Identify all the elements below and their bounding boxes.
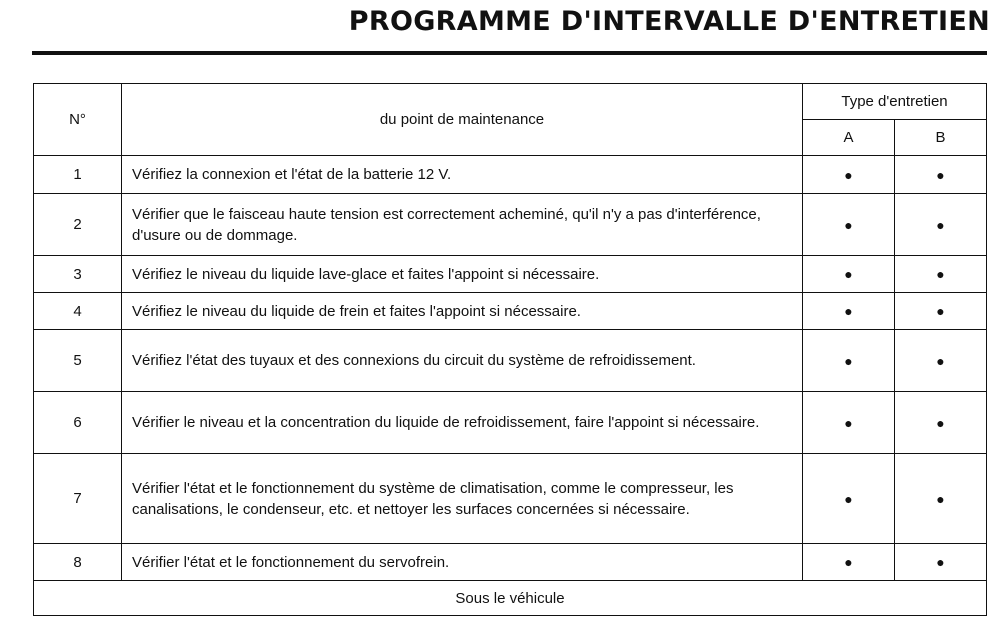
header-num: N°: [34, 84, 122, 156]
title-rule: [32, 51, 987, 55]
row-description: Vérifier que le faisceau haute tension est correctement acheminé, qu'il n'y a pas d'interférence, d'usure ou de dommage.: [122, 194, 803, 256]
header-type-a: A: [803, 120, 895, 156]
table-row: [34, 544, 987, 581]
row-mark-b: ●: [895, 256, 987, 293]
row-mark-a: ●: [803, 544, 895, 581]
table-row: [34, 392, 987, 454]
row-description: Vérifier l'état et le fonctionnement du servofrein.: [122, 544, 803, 581]
row-number: 6: [34, 392, 122, 454]
row-mark-b: ●: [895, 293, 987, 330]
table-row: [34, 454, 987, 544]
header-point: du point de maintenance: [122, 84, 803, 156]
row-mark-a: ●: [803, 194, 895, 256]
row-mark-a: ●: [803, 256, 895, 293]
row-number: 5: [34, 330, 122, 392]
row-description: Vérifier le niveau et la concentration du liquide de refroidissement, faire l'appoint si nécessaire.: [122, 392, 803, 454]
table-row: [34, 330, 987, 392]
table-row: [34, 156, 987, 194]
header-type-b: B: [895, 120, 987, 156]
row-mark-a: ●: [803, 156, 895, 194]
maintenance-table: [33, 83, 987, 616]
row-number: 1: [34, 156, 122, 194]
row-mark-a: ●: [803, 293, 895, 330]
row-number: 3: [34, 256, 122, 293]
row-number: 7: [34, 454, 122, 544]
section-label: Sous le véhicule: [34, 581, 987, 616]
row-number: 4: [34, 293, 122, 330]
row-mark-b: ●: [895, 194, 987, 256]
row-description: Vérifier l'état et le fonctionnement du système de climatisation, comme le compresseur, les canalisations, le condenseur, etc. et nettoyer les surfaces concernées si nécessaire.: [122, 454, 803, 544]
table-row: [34, 194, 987, 256]
row-mark-b: ●: [895, 330, 987, 392]
row-mark-a: ●: [803, 330, 895, 392]
header-type: Type d'entretien: [803, 84, 987, 120]
row-number: 2: [34, 194, 122, 256]
row-mark-b: ●: [895, 392, 987, 454]
section-row: [34, 581, 987, 616]
table-row: [34, 293, 987, 330]
table-row: [34, 256, 987, 293]
row-description: Vérifiez le niveau du liquide lave-glace et faites l'appoint si nécessaire.: [122, 256, 803, 293]
row-description: Vérifiez la connexion et l'état de la batterie 12 V.: [122, 156, 803, 194]
row-mark-b: ●: [895, 544, 987, 581]
row-number: 8: [34, 544, 122, 581]
row-description: Vérifiez l'état des tuyaux et des connexions du circuit du système de refroidissement.: [122, 330, 803, 392]
row-description: Vérifiez le niveau du liquide de frein et faites l'appoint si nécessaire.: [122, 293, 803, 330]
row-mark-a: ●: [803, 392, 895, 454]
page-title: PROGRAMME D'INTERVALLE D'ENTRETIEN: [348, 6, 990, 37]
row-mark-a: ●: [803, 454, 895, 544]
row-mark-b: ●: [895, 156, 987, 194]
row-mark-b: ●: [895, 454, 987, 544]
